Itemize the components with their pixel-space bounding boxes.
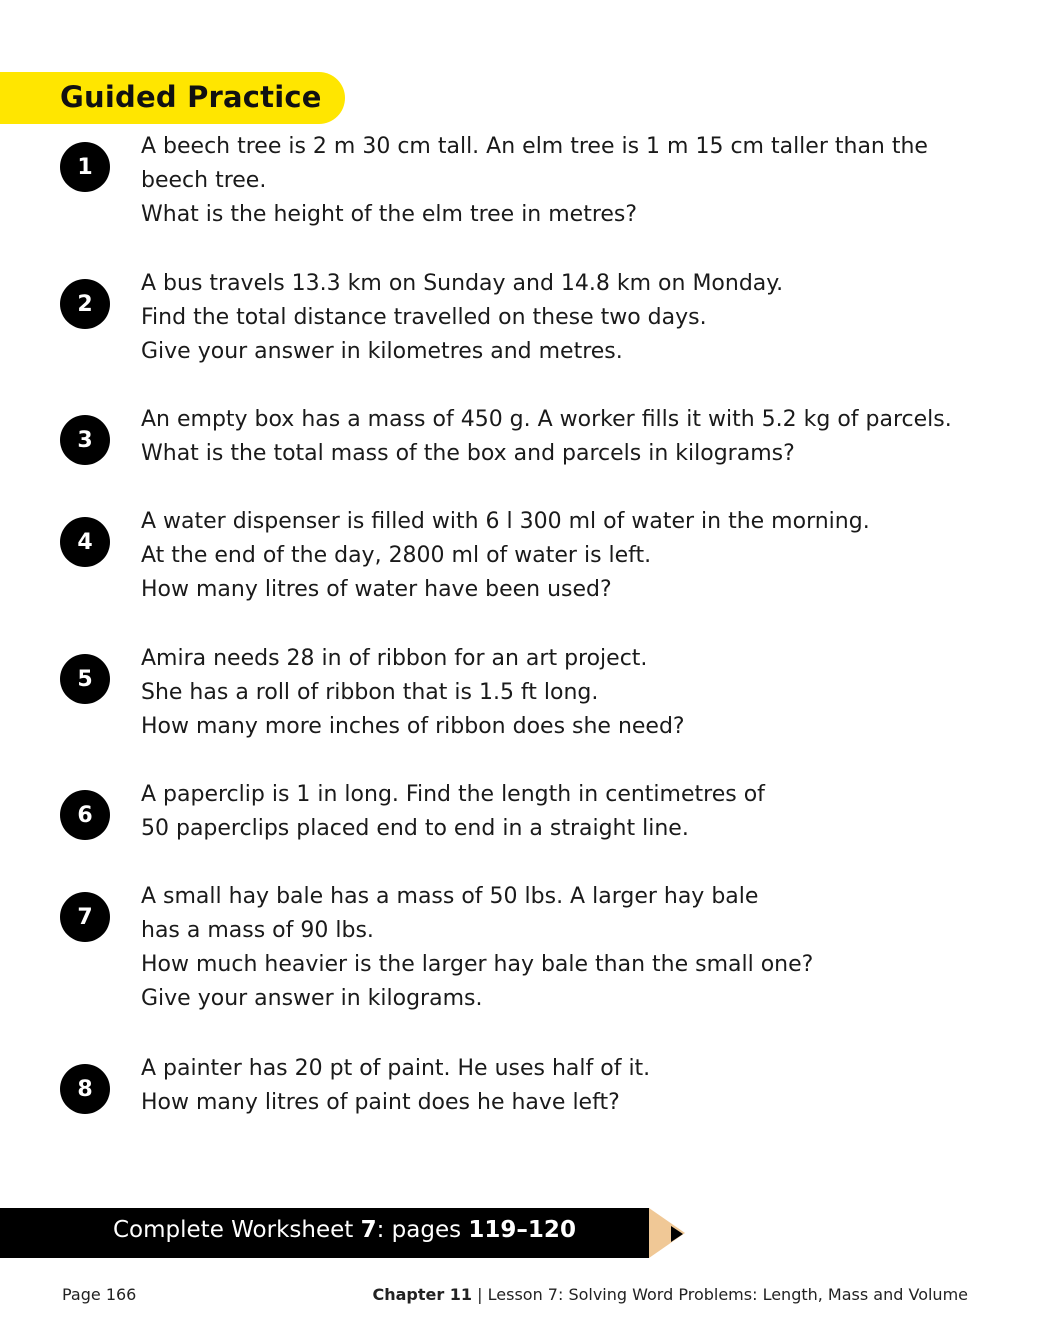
footer-separator: | bbox=[472, 1285, 488, 1304]
question-line: What is the height of the elm tree in metres? bbox=[141, 202, 638, 227]
worksheet-pages: 119–120 bbox=[468, 1217, 576, 1243]
question-line: A painter has 20 pt of paint. He uses half of it. bbox=[141, 1056, 651, 1081]
worksheet-middle: : pages bbox=[376, 1217, 469, 1243]
question-line: What is the total mass of the box and parcels in kilograms? bbox=[141, 441, 795, 466]
question-line: How much heavier is the larger hay bale than the small one? bbox=[141, 952, 814, 977]
question-number-badge: 1 bbox=[60, 142, 110, 192]
question-number-badge: 8 bbox=[60, 1064, 110, 1114]
question-line: Give your answer in kilometres and metres. bbox=[141, 339, 623, 364]
question-line: A paperclip is 1 in long. Find the length in centimetres of bbox=[141, 782, 765, 807]
question-line: A beech tree is 2 m 30 cm tall. An elm tree is 1 m 15 cm taller than the bbox=[141, 134, 928, 159]
question-line: A bus travels 13.3 km on Sunday and 14.8 km on Monday. bbox=[141, 271, 784, 296]
chapter-info bbox=[372, 1285, 968, 1304]
question-number-badge: 7 bbox=[60, 892, 110, 942]
question-line: beech tree. bbox=[141, 168, 267, 193]
question-line: How many litres of water have been used? bbox=[141, 577, 612, 602]
question-text bbox=[141, 642, 1021, 744]
question-line: How many more inches of ribbon does she need? bbox=[141, 714, 685, 739]
question-number-badge: 2 bbox=[60, 279, 110, 329]
question-number-badge: 5 bbox=[60, 654, 110, 704]
question-number-badge: 3 bbox=[60, 415, 110, 465]
section-banner bbox=[0, 72, 345, 124]
question-line: Amira needs 28 in of ribbon for an art project. bbox=[141, 646, 648, 671]
question-number-badge: 4 bbox=[60, 517, 110, 567]
question-line: Find the total distance travelled on these two days. bbox=[141, 305, 707, 330]
worksheet-banner bbox=[0, 1208, 649, 1258]
worksheet-prefix: Complete Worksheet bbox=[113, 1217, 361, 1243]
worksheet-instruction bbox=[113, 1217, 576, 1243]
question-line: has a mass of 90 lbs. bbox=[141, 918, 374, 943]
chapter-label: Chapter 11 bbox=[372, 1285, 473, 1304]
question-number-badge: 6 bbox=[60, 790, 110, 840]
question-text bbox=[141, 505, 1021, 607]
pencil-tip-icon bbox=[671, 1226, 683, 1242]
question-line: How many litres of paint does he have left? bbox=[141, 1090, 620, 1115]
question-line: An empty box has a mass of 450 g. A worker fills it with 5.2 kg of parcels. bbox=[141, 407, 952, 432]
question-line: 50 paperclips placed end to end in a straight line. bbox=[141, 816, 689, 841]
question-text bbox=[141, 403, 1021, 471]
lesson-title: Lesson 7: Solving Word Problems: Length, Mass and Volume bbox=[487, 1285, 968, 1304]
question-line: At the end of the day, 2800 ml of water is left. bbox=[141, 543, 652, 568]
question-text bbox=[141, 778, 1021, 846]
question-line: A water dispenser is filled with 6 l 300 ml of water in the morning. bbox=[141, 509, 870, 534]
question-line: A small hay bale has a mass of 50 lbs. A larger hay bale bbox=[141, 884, 759, 909]
question-text bbox=[141, 1052, 1021, 1120]
page-number: Page 166 bbox=[62, 1285, 137, 1304]
question-text bbox=[141, 880, 1021, 1016]
question-line: She has a roll of ribbon that is 1.5 ft long. bbox=[141, 680, 599, 705]
question-line: Give your answer in kilograms. bbox=[141, 986, 483, 1011]
question-text bbox=[141, 130, 1021, 232]
worksheet-number: 7 bbox=[360, 1217, 377, 1243]
question-text bbox=[141, 267, 1021, 369]
section-title: Guided Practice bbox=[60, 80, 322, 114]
